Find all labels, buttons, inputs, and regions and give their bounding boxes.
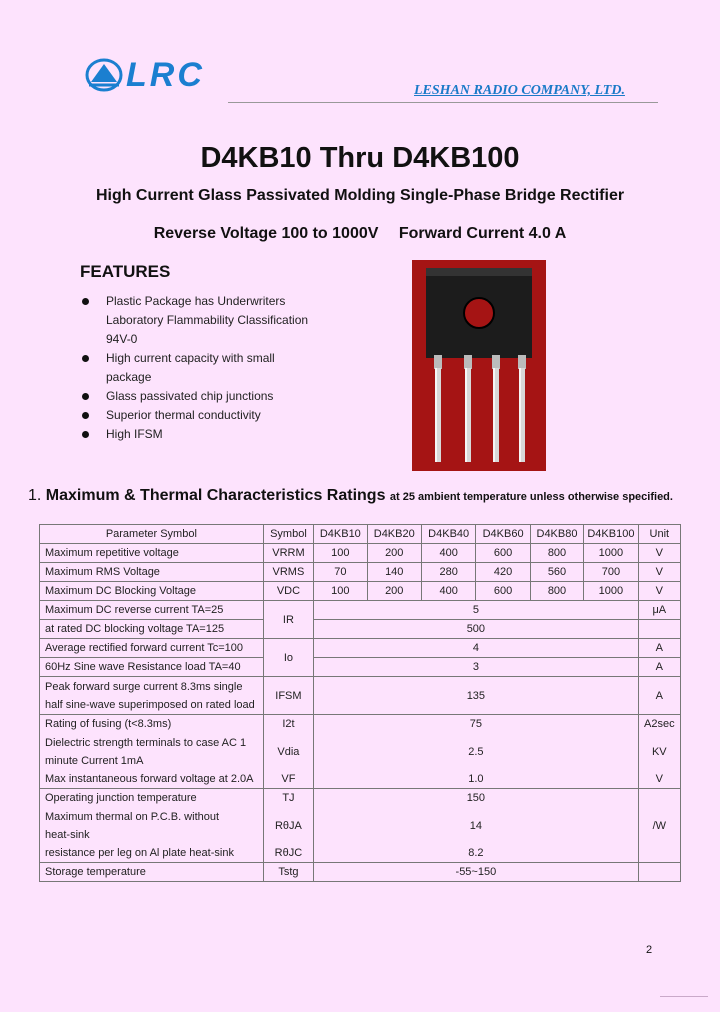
table-header: D4KB80 <box>530 525 583 544</box>
table-row: Maximum RMS Voltage VRMS 70 140 280 420 560 700 V <box>40 563 681 582</box>
features-list <box>80 292 320 444</box>
document-subtitle: High Current Glass Passivated Molding Single-Phase Bridge Rectifier <box>95 187 625 204</box>
table-row: Maximum repetitive voltage VRRM 100 200 400 600 800 1000 V <box>40 544 681 563</box>
company-name: LESHAN RADIO COMPANY, LTD. <box>414 83 625 98</box>
table-header: Symbol <box>263 525 313 544</box>
bullet-icon <box>82 355 89 362</box>
bullet-icon <box>82 431 89 438</box>
table-header: D4KB10 <box>314 525 367 544</box>
bullet-icon <box>82 412 89 419</box>
page-number: 2 <box>646 944 653 956</box>
footer-mark <box>660 996 708 997</box>
table-header-row <box>40 525 681 544</box>
reverse-voltage: Reverse Voltage 100 to 1000V <box>153 225 379 242</box>
table-row: Maximum DC Blocking Voltage VDC 100 200 400 600 800 1000 V <box>40 582 681 601</box>
table-row: Max instantaneous forward voltage at 2.0A VF 1.0 V <box>40 770 681 789</box>
ratings-line <box>0 225 720 243</box>
bullet-icon <box>82 298 89 305</box>
section-heading: Maximum & Thermal Characteristics Ratings <box>45 487 386 504</box>
features-title: FEATURES <box>80 262 171 281</box>
feature-item: Glass passivated chip junctions <box>80 387 320 406</box>
feature-item: High IFSM <box>80 425 320 444</box>
section-number: 1. <box>28 487 42 504</box>
section-title <box>28 487 673 505</box>
table-row: Maximum DC reverse current TA=25 IR 5 μA <box>40 601 681 620</box>
table-header: D4KB20 <box>367 525 421 544</box>
table-row: 60Hz Sine wave Resistance load TA=40 3 A <box>40 658 681 677</box>
table-row: resistance per leg on Al plate heat-sink RθJC 8.2 <box>40 844 681 863</box>
table-header: D4KB100 <box>584 525 638 544</box>
table-row: Storage temperature Tstg -55~150 <box>40 863 681 882</box>
table-row: Operating junction temperature TJ 150 /W <box>40 789 681 808</box>
document-title: D4KB10 Thru D4KB100 <box>200 142 520 174</box>
table-header: Parameter Symbol <box>40 525 264 544</box>
ratings-table <box>39 524 681 882</box>
table-row: Peak forward surge current 8.3ms single half sine-wave superimposed on rated load IFSM 135 A <box>40 677 681 715</box>
table-row: Maximum thermal on P.C.B. without heat-sink RθJA 14 <box>40 807 681 844</box>
forward-current: Forward Current 4.0 A <box>398 225 567 242</box>
feature-item: Superior thermal conductivity <box>80 406 320 425</box>
feature-item: High current capacity with small package <box>80 349 320 387</box>
table-row: Dielectric strength terminals to case AC 1 minute Current 1mA Vdia 2.5 KV <box>40 733 681 770</box>
table-row: Average rectified forward current Tc=100 Io 4 A <box>40 639 681 658</box>
table-header: D4KB40 <box>421 525 475 544</box>
feature-item: Plastic Package has Underwriters Laboratory Flammability Classification 94V-0 <box>80 292 320 349</box>
section-note: at 25 ambient temperature unless otherwise specified. <box>389 491 673 503</box>
component-photo <box>412 260 546 471</box>
bullet-icon <box>82 393 89 400</box>
table-row: Rating of fusing (t<8.3ms) I2t 75 A2sec <box>40 715 681 734</box>
logo-text: LRC <box>126 56 205 94</box>
header-divider <box>228 102 658 103</box>
table-row: at rated DC blocking voltage TA=125 500 <box>40 620 681 639</box>
table-header: Unit <box>638 525 680 544</box>
table-header: D4KB60 <box>476 525 530 544</box>
